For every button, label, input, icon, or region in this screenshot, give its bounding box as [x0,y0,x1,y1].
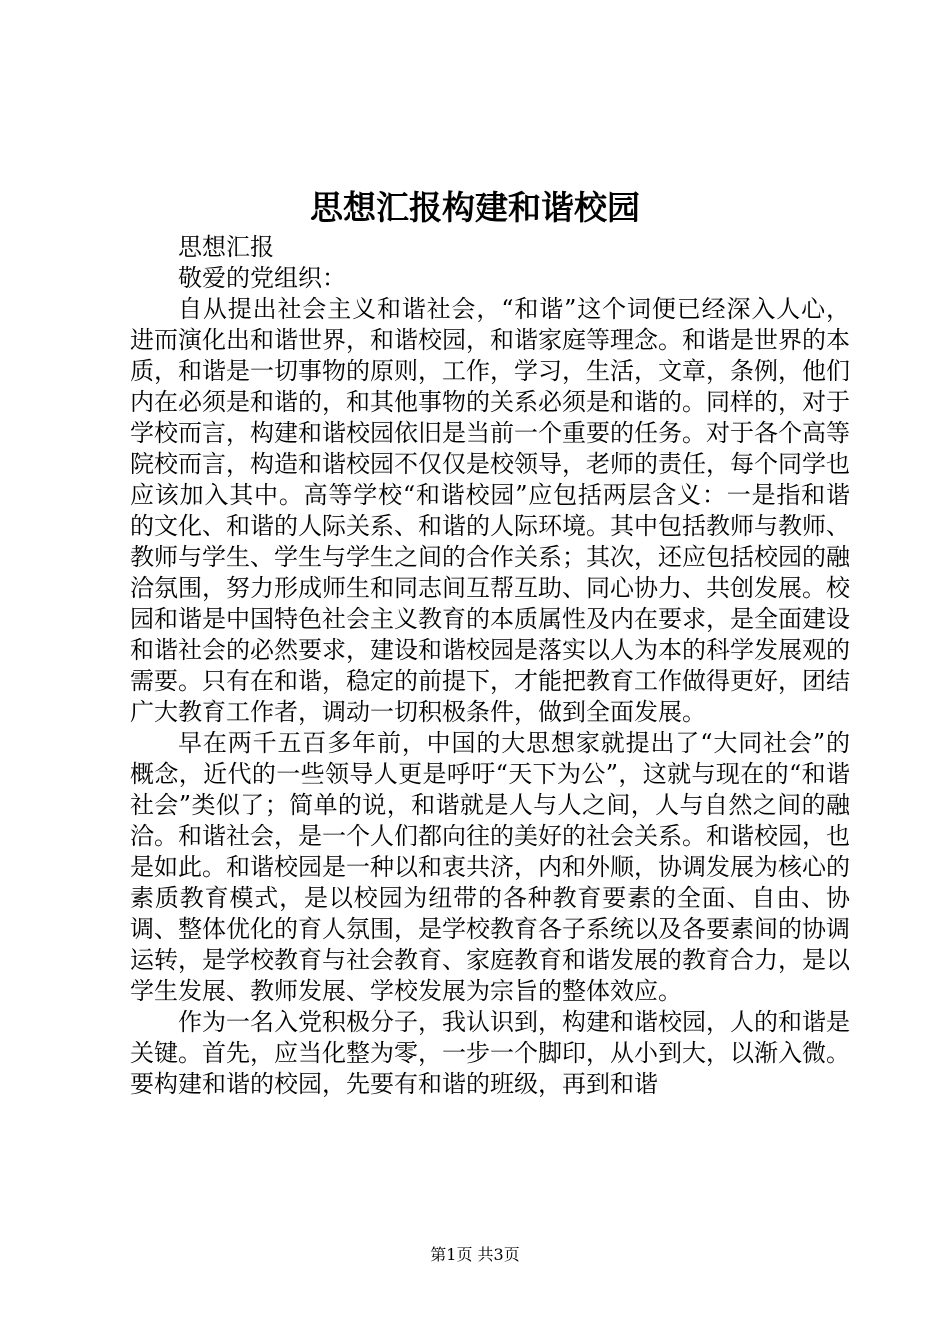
paragraph-3: 作为一名入党积极分子，我认识到，构建和谐校园，人的和谐是关键。首先，应当化整为零，一步一个脚印，从小到大，以渐入微。要构建和谐的校园，先要有和谐的班级，再到和谐 [130,1008,850,1098]
document-title: 思想汇报构建和谐校园 [310,188,640,227]
paragraph-1: 自从提出社会主义和谐社会，“和谐”这个词便已经深入人心，进而演化出和谐世界，和谐校园，和谐家庭等理念。和谐是世界的本质，和谐是一切事物的原则，工作，学习，生活，文章，条例，他们内在必须是和谐的，和其他事物的关系必须是和谐的。同样的，对于学校而言，构建和谐校园依旧是当前一个重要的任务。对于各个高等院校而言，构造和谐校园不仅仅是校领导，老师的责任，每个同学也应该加入其中。高等学校“和谐校园”应包括两层含义：一是指和谐的文化、和谐的人际关系、和谐的人际环境。其中包括教师与教师、教师与学生、学生与学生之间的合作关系；其次，还应包括校园的融洽氛围，努力形成师生和同志间互帮互助、同心协力、共创发展。校园和谐是中国特色社会主义教育的本质属性及内在要求，是全面建设和谐社会的必然要求，建设和谐校园是落实以人为本的科学发展观的需要。只有在和谐，稳定的前提下，才能把教育工作做得更好，团结广大教育工作者，调动一切积极条件，做到全面发展。 [130,295,850,726]
salutation: 敬爱的党组织： [178,264,346,292]
page-footer: 第1页 共3页 [430,1245,520,1264]
document-body [130,232,850,1100]
heading-line: 思想汇报 [178,233,274,261]
paragraph-2: 早在两千五百多年前，中国的大思想家就提出了“大同社会”的概念，近代的一些领导人更是呼吁“天下为公”，这就与现在的“和谐社会”类似了；简单的说，和谐就是人与人之间，人与自然之间的融洽。和谐社会，是一个人们都向往的美好的社会关系。和谐校园，也是如此。和谐校园是一种以和衷共济，内和外顺，协调发展为核心的素质教育模式，是以校园为纽带的各种教育要素的全面、自由、协调、整体优化的育人氛围，是学校教育各子系统以及各要素间的协调运转，是学校教育与社会教育、家庭教育和谐发展的教育合力，是以学生发展、教师发展、学校发展为宗旨的整体效应。 [130,729,850,1005]
